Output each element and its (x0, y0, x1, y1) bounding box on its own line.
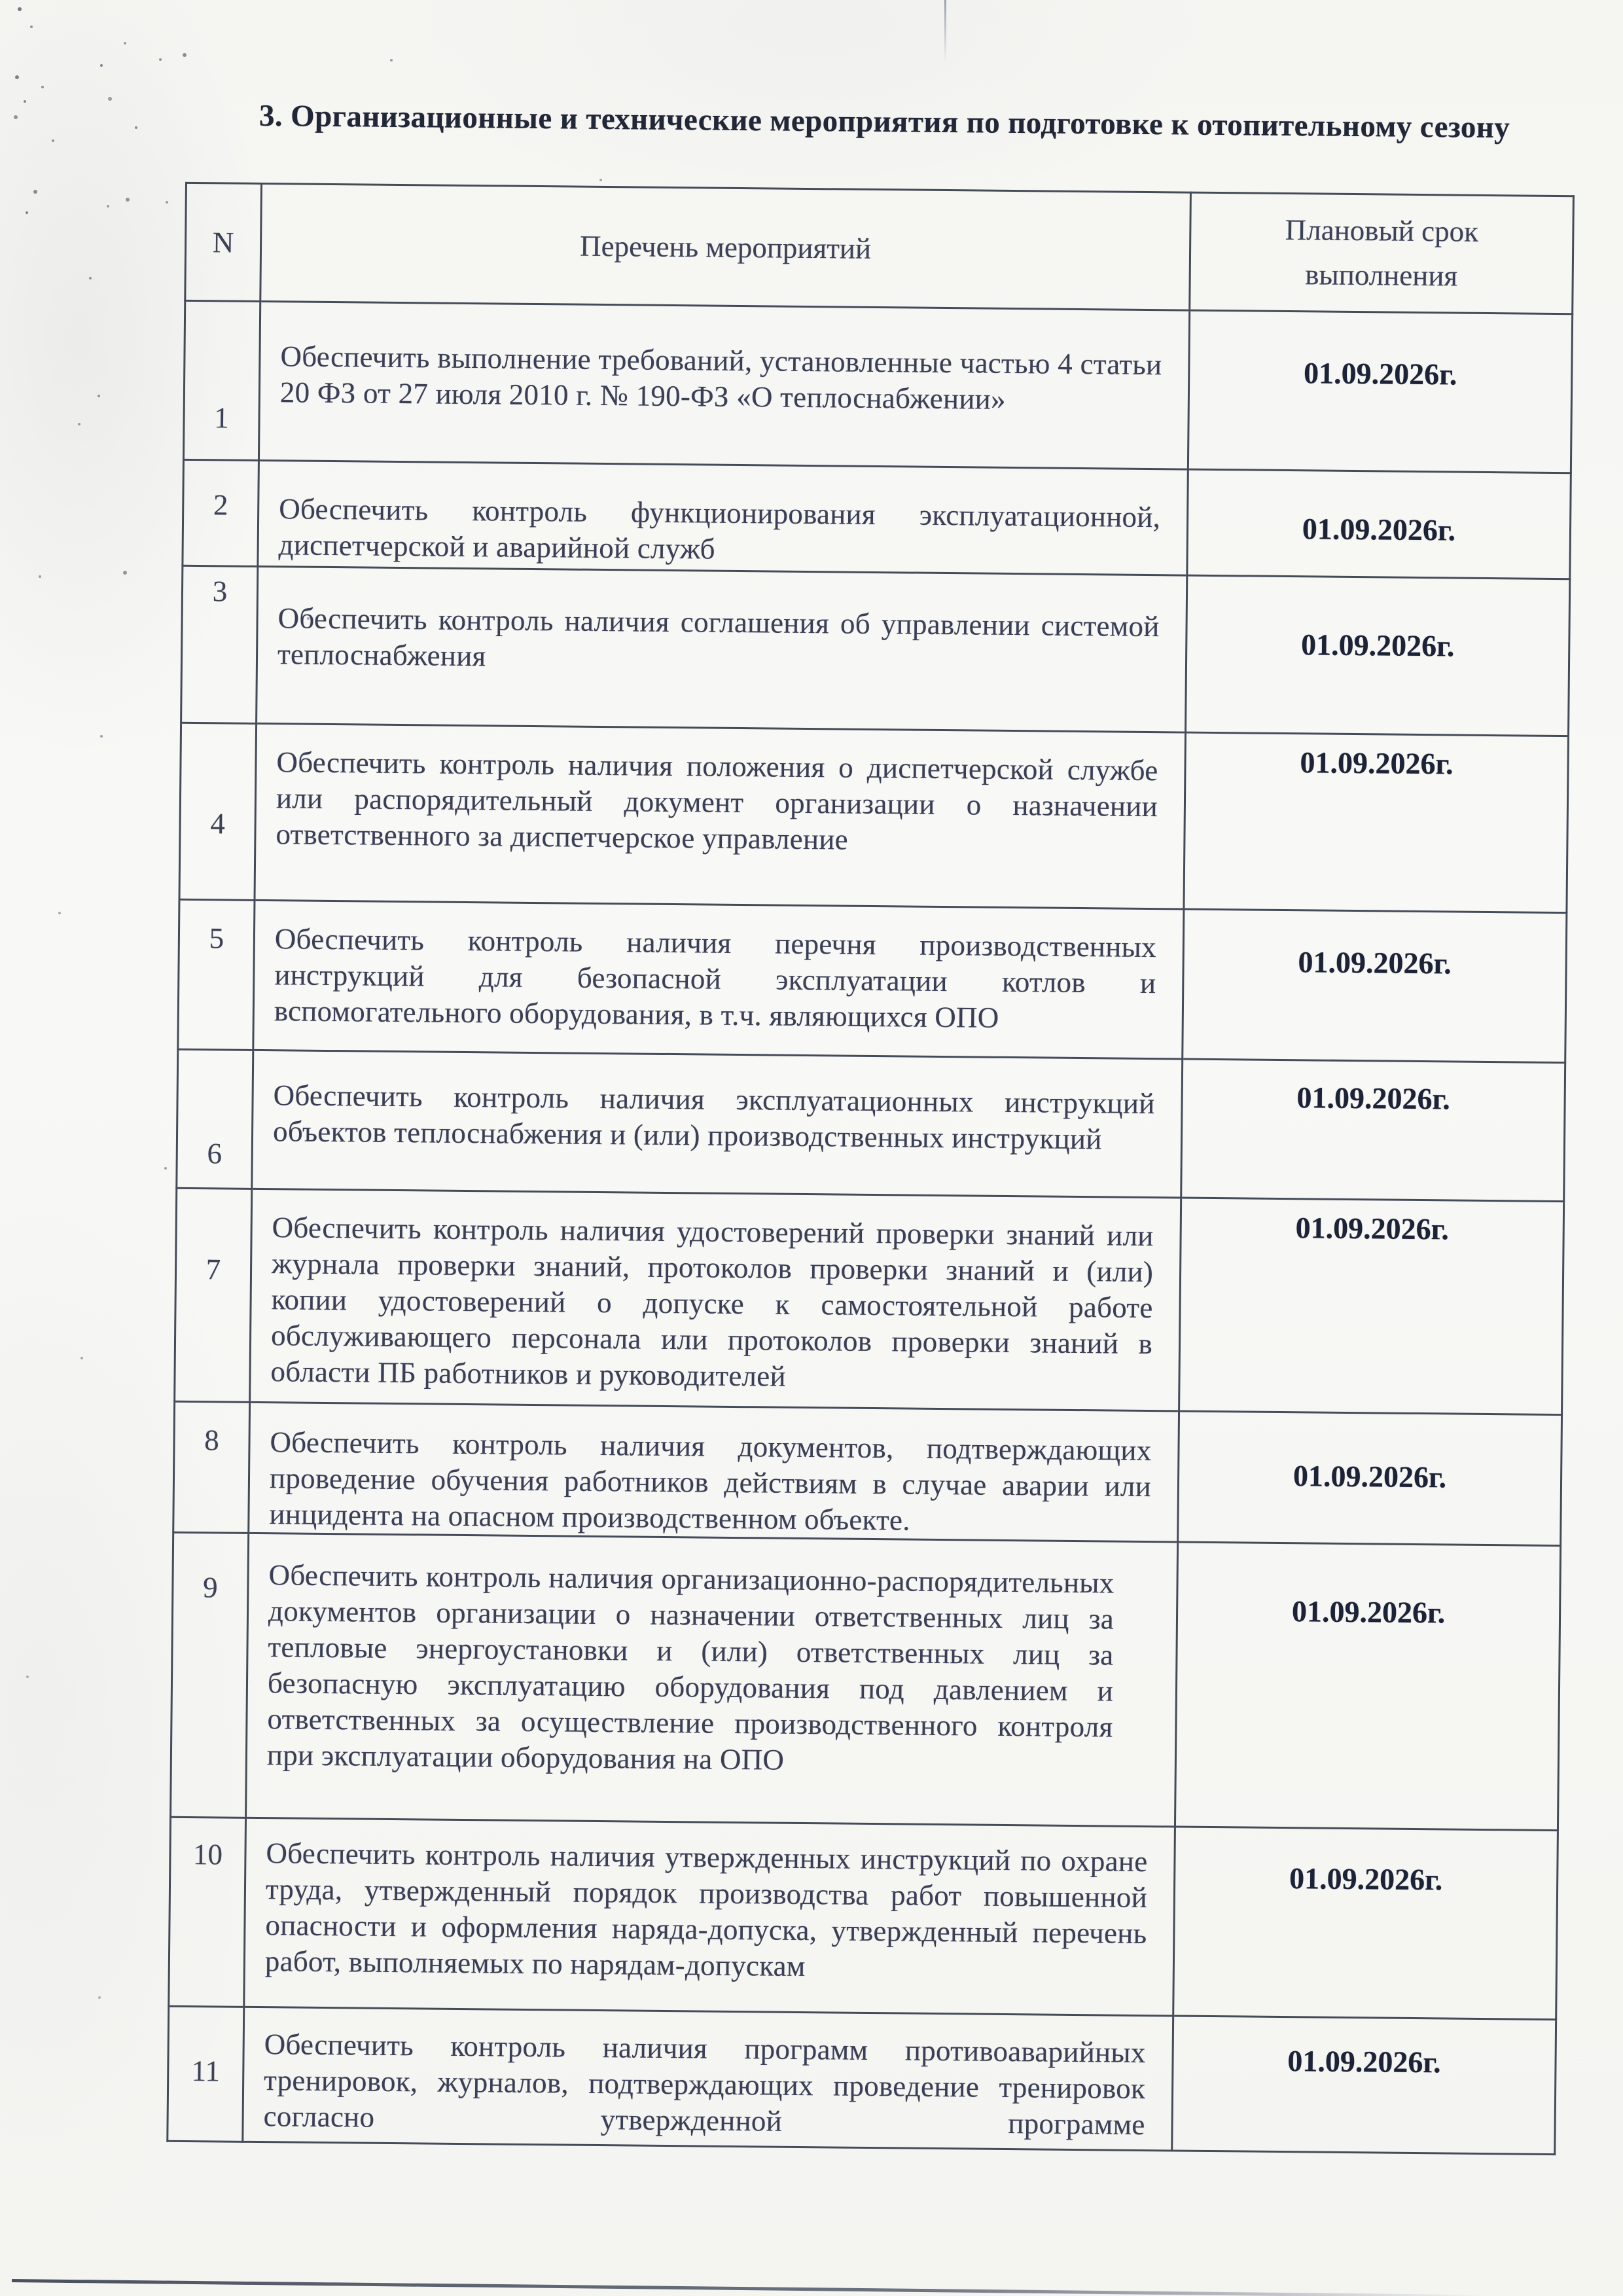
section-title: 3. Организационные и технические мероприятия по подготовке к отопительному сезону (259, 98, 1510, 145)
deadline-date: 01.09.2026г. (1184, 732, 1569, 913)
deadline-date: 01.09.2026г. (1187, 469, 1571, 579)
row-number: 4 (179, 723, 257, 900)
deadline-date: 01.09.2026г. (1178, 1411, 1562, 1546)
table-row (168, 2006, 1556, 2154)
header-cell-number: N (185, 183, 262, 301)
row-number: 1 (183, 300, 260, 460)
activity-text: Обеспечить контроль функционирования эксплуатационной, диспетчерской и аварийной служб (258, 460, 1188, 575)
deadline-date: 01.09.2026г. (1175, 1542, 1560, 1831)
table-row (171, 1532, 1561, 1830)
table-row (173, 1401, 1562, 1545)
table-row (178, 899, 1567, 1062)
activity-text: Обеспечить контроль наличия положения о диспетчерской службе или распорядительный документ организации о назначении ответственного за диспетчерское управление (255, 723, 1186, 909)
table-row (177, 1049, 1565, 1201)
row-number: 10 (169, 1817, 246, 2007)
activity-text: Обеспечить контроль наличия эксплуатационных инструкций объектов теплоснабжения и (или) производственных инструкций (252, 1050, 1183, 1198)
table-header-row (185, 183, 1574, 314)
table-row (179, 723, 1568, 912)
table-row (183, 459, 1571, 579)
deadline-date: 01.09.2026г. (1173, 1827, 1558, 2020)
deadline-date: 01.09.2026г. (1181, 1059, 1565, 1202)
measures-table (166, 182, 1575, 2155)
table-row (181, 565, 1570, 736)
table-row (183, 300, 1572, 473)
header-cell-activities: Перечень мероприятий (260, 183, 1191, 310)
header-cell-deadline (1190, 192, 1574, 314)
table-row (175, 1188, 1564, 1414)
row-number: 5 (178, 899, 255, 1050)
activity-text: Обеспечить контроль наличия документов, подтверждающих проведение обучения работников действиям в случае аварии или инцидента на опасном производственном объекте. (249, 1402, 1179, 1542)
activity-text: Обеспечить выполнение требований, установленные частью 4 статьи 20 ФЗ от 27 июля 2010 г. № 190-ФЗ «О теплоснабжении» (259, 301, 1189, 469)
row-number: 6 (177, 1049, 253, 1189)
row-number: 11 (168, 2006, 244, 2142)
activity-text: Обеспечить контроль наличия программ противоаварийных тренировок, журналов, подтверждающих проведение тренировок согласно утвержденной программе (243, 2007, 1173, 2151)
activity-text: Обеспечить контроль наличия утвержденных инструкций по охране труда, утвержденный порядок производства работ повышенной опасности и оформления наряда-допуска, утвержденный перечень работ, выполняемых по нарядам-допускам (244, 1818, 1175, 2016)
row-number: 9 (171, 1532, 249, 1818)
deadline-date: 01.09.2026г. (1186, 575, 1570, 736)
activity-text: Обеспечить контроль наличия перечня производственных инструкций для безопасной эксплуатации котлов и вспомогательного оборудования, в т.ч. являющихся ОПО (253, 900, 1184, 1059)
deadline-date: 01.09.2026г. (1183, 909, 1567, 1063)
activity-text: Обеспечить контроль наличия организационно-распорядительных документов организации о назначении ответственных лиц за тепловые энергоустановки и (или) ответственных лиц за безопасную эксплуатацию оборудования под давлением и ответственных за осуществление производственного контроля при эксплуатации оборудования на ОПО (246, 1533, 1178, 1827)
header-deadline-label: Плановый срок выполнения (1285, 213, 1479, 293)
activity-text: Обеспечить контроль наличия удостоверений проверки знаний или журнала проверки знаний, протоколов проверки знаний и (или) копии удостоверений о допуске к самостоятельной работе обслуживающего персонала или протоколов проверки знаний в области ПБ работников и руководителей (250, 1189, 1181, 1411)
table-row (169, 1817, 1558, 2019)
deadline-date: 01.09.2026г. (1188, 310, 1572, 473)
deadline-date: 01.09.2026г. (1172, 2016, 1556, 2155)
row-number: 3 (181, 565, 258, 723)
activity-text: Обеспечить контроль наличия соглашения об управлении системой теплоснабжения (257, 566, 1187, 732)
row-number: 8 (173, 1401, 250, 1533)
deadline-date: 01.09.2026г. (1179, 1198, 1564, 1415)
row-number: 2 (183, 459, 259, 566)
row-number: 7 (175, 1188, 252, 1402)
